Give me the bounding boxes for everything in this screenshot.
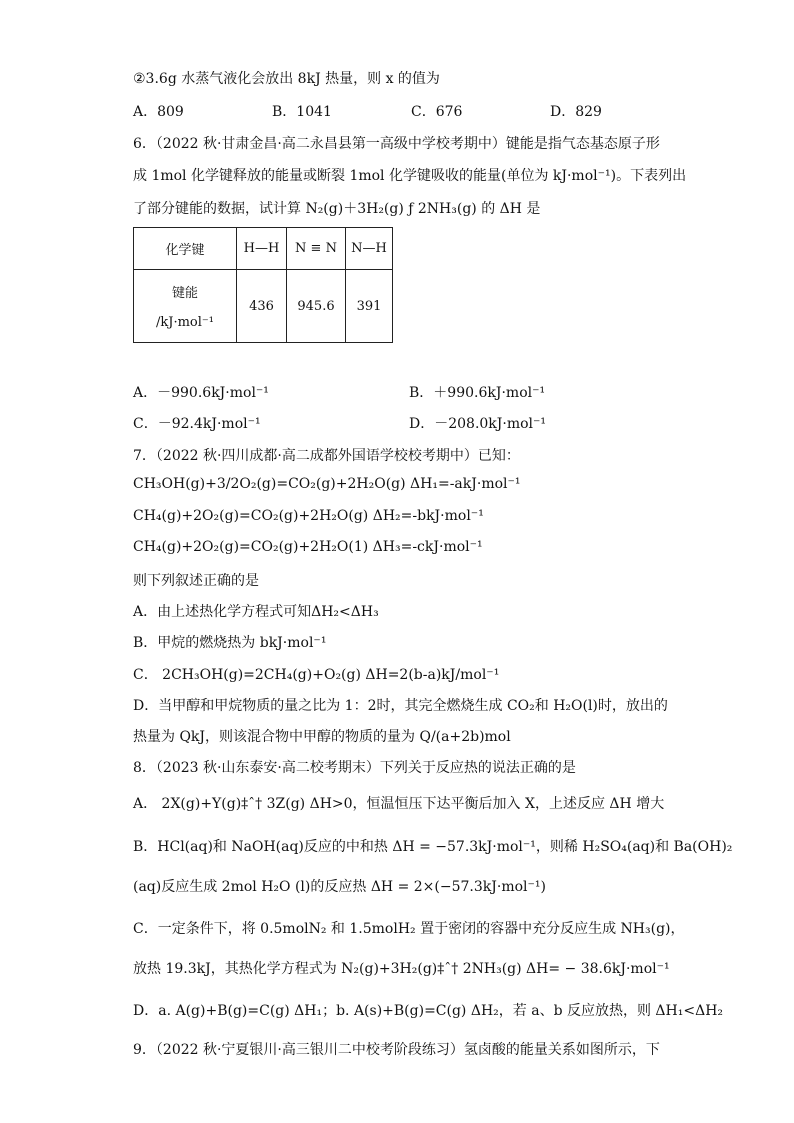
q6-option-b: B．＋990.6kJ·mol⁻¹ bbox=[409, 385, 546, 401]
table-row bbox=[134, 270, 393, 343]
q7-option-d-line-1: D．当甲醇和甲烷物质的量之比为 1：2时，其完全燃烧生成 CO₂和 H₂O(l)时，放出的 bbox=[133, 698, 668, 714]
q6-line-1: 6．（2022 秋·甘肃金昌·高二永昌县第一高级中学校考期中）键能是指气态基态原子形 bbox=[133, 136, 660, 152]
table-header-cell: N—H bbox=[346, 228, 393, 270]
q5-stem: ②3.6g 水蒸气液化会放出 8kJ 热量，则 x 的值为 bbox=[133, 71, 440, 87]
q6-option-d: D．－208.0kJ·mol⁻¹ bbox=[409, 416, 547, 432]
q5-option-c: C．676 bbox=[411, 104, 463, 120]
q5-option-b: B．1041 bbox=[272, 104, 332, 120]
q8-option-c-line-1: C．一定条件下，将 0.5molN₂ 和 1.5molH₂ 置于密闭的容器中充分反应生成 NH₃(g)， bbox=[133, 921, 685, 937]
q8-option-a: A． 2X(g)+Y(g)‡ˆ† 3Z(g) ΔH>0，恒温恒压下达平衡后加入 X，上述反应 ΔH 增大 bbox=[133, 796, 665, 812]
q8-option-b-line-1: B．HCl(aq)和 NaOH(aq)反应的中和热 ΔH = −57.3kJ·mol⁻¹，则稀 H₂SO₄(aq)和 Ba(OH)₂ bbox=[133, 839, 733, 855]
table-cell: 945.6 bbox=[287, 270, 346, 343]
q6-option-c: C．－92.4kJ·mol⁻¹ bbox=[133, 416, 261, 432]
q7-option-b: B．甲烷的燃烧热为 bkJ·mol⁻¹ bbox=[133, 635, 327, 651]
bond-energy-table bbox=[133, 227, 393, 343]
row-label-unit: /kJ·mol⁻¹ bbox=[156, 315, 214, 330]
table-header-cell: N ≡ N bbox=[287, 228, 346, 270]
table-header-cell: 化学键 bbox=[134, 228, 237, 270]
q8-option-b-line-2: (aq)反应生成 2mol H₂O (l)的反应热 ΔH = 2×(−57.3kJ·mol⁻¹) bbox=[133, 879, 546, 895]
row-label-name: 键能 bbox=[171, 286, 198, 301]
q6-line-2: 成 1mol 化学键释放的能量或断裂 1mol 化学键吸收的能量(单位为 kJ·mol⁻¹)。下表列出 bbox=[133, 168, 687, 184]
q7-option-d-line-2: 热量为 QkJ，则该混合物中甲醇的物质的量为 Q/(a+2b)mol bbox=[133, 729, 511, 745]
q8-option-c-line-2: 放热 19.3kJ，其热化学方程式为 N₂(g)+3H₂(g)‡ˆ† 2NH₃(g) ΔH= − 38.6kJ·mol⁻¹ bbox=[133, 961, 670, 977]
q7-option-a: A．由上述热化学方程式可知ΔH₂<ΔH₃ bbox=[133, 604, 379, 620]
q7-option-c: C． 2CH₃OH(g)=2CH₄(g)+O₂(g) ΔH=2(b-a)kJ/mol⁻¹ bbox=[133, 667, 500, 683]
q7-line-1: 7．（2022 秋·四川成都·高二成都外国语学校校考期中）已知： bbox=[133, 448, 520, 464]
table-header-row bbox=[134, 228, 393, 270]
q8-line-1: 8．（2023 秋·山东泰安·高二校考期末）下列关于反应热的说法正确的是 bbox=[133, 760, 576, 776]
q9-line-1: 9．（2022 秋·宁夏银川·高三银川二中校考阶段练习）氢卤酸的能量关系如图所示，下 bbox=[133, 1042, 660, 1058]
q5-option-a: A．809 bbox=[133, 104, 184, 120]
q8-option-d: D．a. A(g)+B(g)=C(g) ΔH₁；b. A(s)+B(g)=C(g) ΔH₂，若 a、b 反应放热，则 ΔH₁<ΔH₂ bbox=[133, 1003, 724, 1019]
table-row-label bbox=[134, 270, 237, 343]
q7-equation-1: CH₃OH(g)+3/2O₂(g)=CO₂(g)+2H₂O(g) ΔH₁=-akJ·mol⁻¹ bbox=[133, 476, 521, 492]
table-cell: 436 bbox=[237, 270, 287, 343]
q6-option-a: A．－990.6kJ·mol⁻¹ bbox=[133, 385, 269, 401]
q7-equation-2: CH₄(g)+2O₂(g)=CO₂(g)+2H₂O(g) ΔH₂=-bkJ·mol⁻¹ bbox=[133, 508, 484, 524]
q5-option-d: D．829 bbox=[550, 104, 602, 120]
table-header-cell: H—H bbox=[237, 228, 287, 270]
q6-line-3: 了部分键能的数据，试计算 N₂(g)＋3H₂(g) ƒ 2NH₃(g) 的 ΔH 是 bbox=[133, 201, 541, 217]
q7-question: 则下列叙述正确的是 bbox=[133, 573, 259, 589]
q7-equation-3: CH₄(g)+2O₂(g)=CO₂(g)+2H₂O(1) ΔH₃=-ckJ·mol⁻¹ bbox=[133, 539, 483, 555]
table-cell: 391 bbox=[346, 270, 393, 343]
